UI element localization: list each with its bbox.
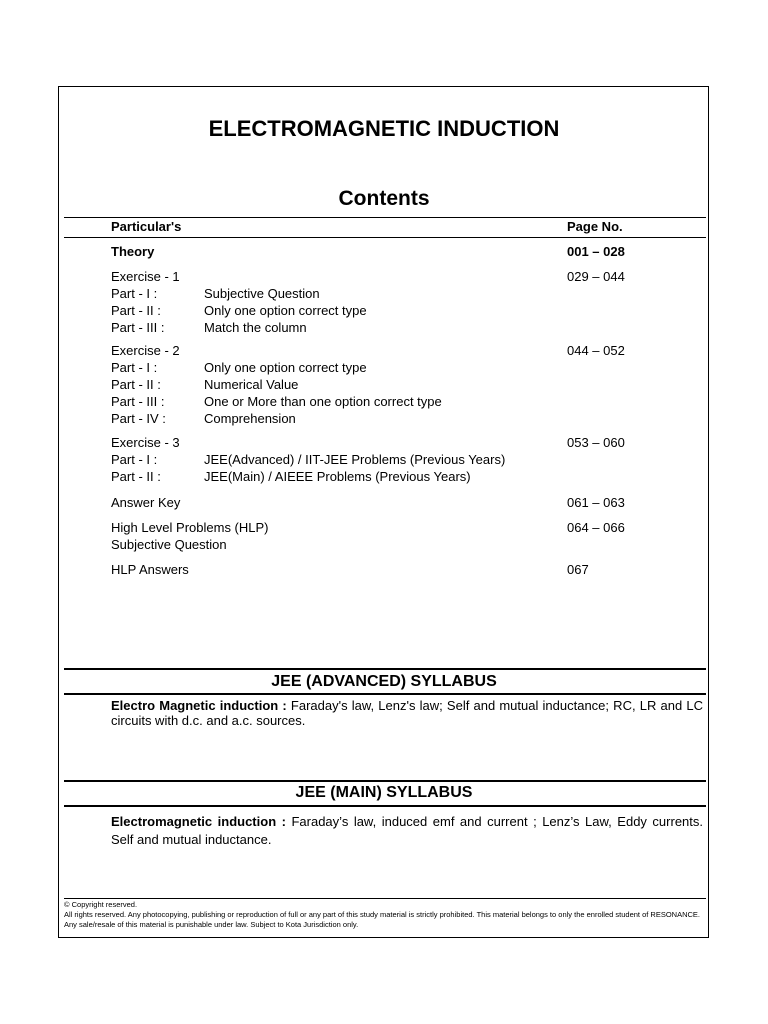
exercise3-pages: 053 – 060 bbox=[567, 435, 625, 450]
exercise1-part-3-desc: Match the column bbox=[204, 320, 307, 335]
divider bbox=[64, 693, 706, 695]
main-syllabus-text bbox=[111, 813, 703, 849]
hlp-answers-pages: 067 bbox=[567, 562, 589, 577]
main-syllabus-body: Faraday’s law, induced emf and current ; Lenz’s Law, Eddy currents. Self and mutual inductance. bbox=[111, 814, 703, 847]
exercise3-label: Exercise - 3 bbox=[111, 435, 180, 450]
page-title: ELECTROMAGNETIC INDUCTION bbox=[208, 116, 560, 141]
hlp-pages: 064 – 066 bbox=[567, 520, 625, 535]
footer-copyright: © Copyright reserved. bbox=[64, 900, 138, 909]
exercise1-part-2: Part - II : bbox=[111, 303, 161, 318]
header-page-no: Page No. bbox=[567, 219, 623, 234]
divider bbox=[64, 237, 706, 238]
advanced-syllabus-topic: Electro Magnetic induction : bbox=[111, 698, 287, 713]
exercise1-pages: 029 – 044 bbox=[567, 269, 625, 284]
exercise2-part-4: Part - IV : bbox=[111, 411, 166, 426]
contents-heading: Contents bbox=[338, 187, 430, 210]
exercise2-part-3: Part - III : bbox=[111, 394, 165, 409]
exercise1-part-2-desc: Only one option correct type bbox=[204, 303, 367, 318]
exercise1-part-1: Part - I : bbox=[111, 286, 158, 301]
main-syllabus-heading: JEE (MAIN) SYLLABUS bbox=[295, 784, 473, 801]
divider bbox=[64, 217, 706, 218]
exercise1-part-3: Part - III : bbox=[111, 320, 165, 335]
exercise2-part-2: Part - II : bbox=[111, 377, 161, 392]
exercise2-part-1: Part - I : bbox=[111, 360, 158, 375]
exercise2-part-4-desc: Comprehension bbox=[204, 411, 296, 426]
advanced-syllabus-body: Faraday's law, Lenz's law; Self and mutual inductance; RC, LR and LC circuits with d.c. and a.c. sources. bbox=[111, 698, 703, 728]
answer-key-label: Answer Key bbox=[111, 495, 181, 510]
advanced-syllabus-text bbox=[111, 698, 703, 728]
divider bbox=[64, 668, 706, 670]
exercise3-part-1-desc: JEE(Advanced) / IIT-JEE Problems (Previous Years) bbox=[204, 452, 506, 467]
exercise1-part-1-desc: Subjective Question bbox=[204, 286, 320, 301]
divider bbox=[64, 898, 706, 899]
exercise2-label: Exercise - 2 bbox=[111, 343, 180, 358]
theory-label: Theory bbox=[111, 244, 155, 259]
hlp-label: High Level Problems (HLP) bbox=[111, 520, 269, 535]
hlp-sub: Subjective Question bbox=[111, 537, 227, 552]
exercise2-part-1-desc: Only one option correct type bbox=[204, 360, 367, 375]
page-frame bbox=[58, 86, 709, 938]
footer-notice: All rights reserved. Any photocopying, publishing or reproduction of full or any part of this study material is strictly prohibited. This material belongs to only the enrolled student of RESONANCE. Any sale/resale of this material is punishable under law. Subject to Kota Jurisdiction only. bbox=[64, 910, 701, 929]
hlp-answers-label: HLP Answers bbox=[111, 562, 189, 577]
exercise3-part-2-desc: JEE(Main) / AIEEE Problems (Previous Years) bbox=[204, 469, 471, 484]
main-syllabus-topic: Electromagnetic induction : bbox=[111, 814, 286, 829]
divider bbox=[64, 805, 706, 807]
exercise2-part-2-desc: Numerical Value bbox=[204, 377, 299, 392]
exercise3-part-2: Part - II : bbox=[111, 469, 161, 484]
header-particulars: Particular's bbox=[111, 219, 182, 234]
answer-key-pages: 061 – 063 bbox=[567, 495, 625, 510]
divider bbox=[64, 780, 706, 782]
exercise2-part-3-desc: One or More than one option correct type bbox=[204, 394, 442, 409]
exercise1-label: Exercise - 1 bbox=[111, 269, 180, 284]
exercise3-part-1: Part - I : bbox=[111, 452, 158, 467]
theory-pages: 001 – 028 bbox=[567, 244, 625, 259]
exercise2-pages: 044 – 052 bbox=[567, 343, 625, 358]
advanced-syllabus-heading: JEE (ADVANCED) SYLLABUS bbox=[271, 673, 497, 690]
